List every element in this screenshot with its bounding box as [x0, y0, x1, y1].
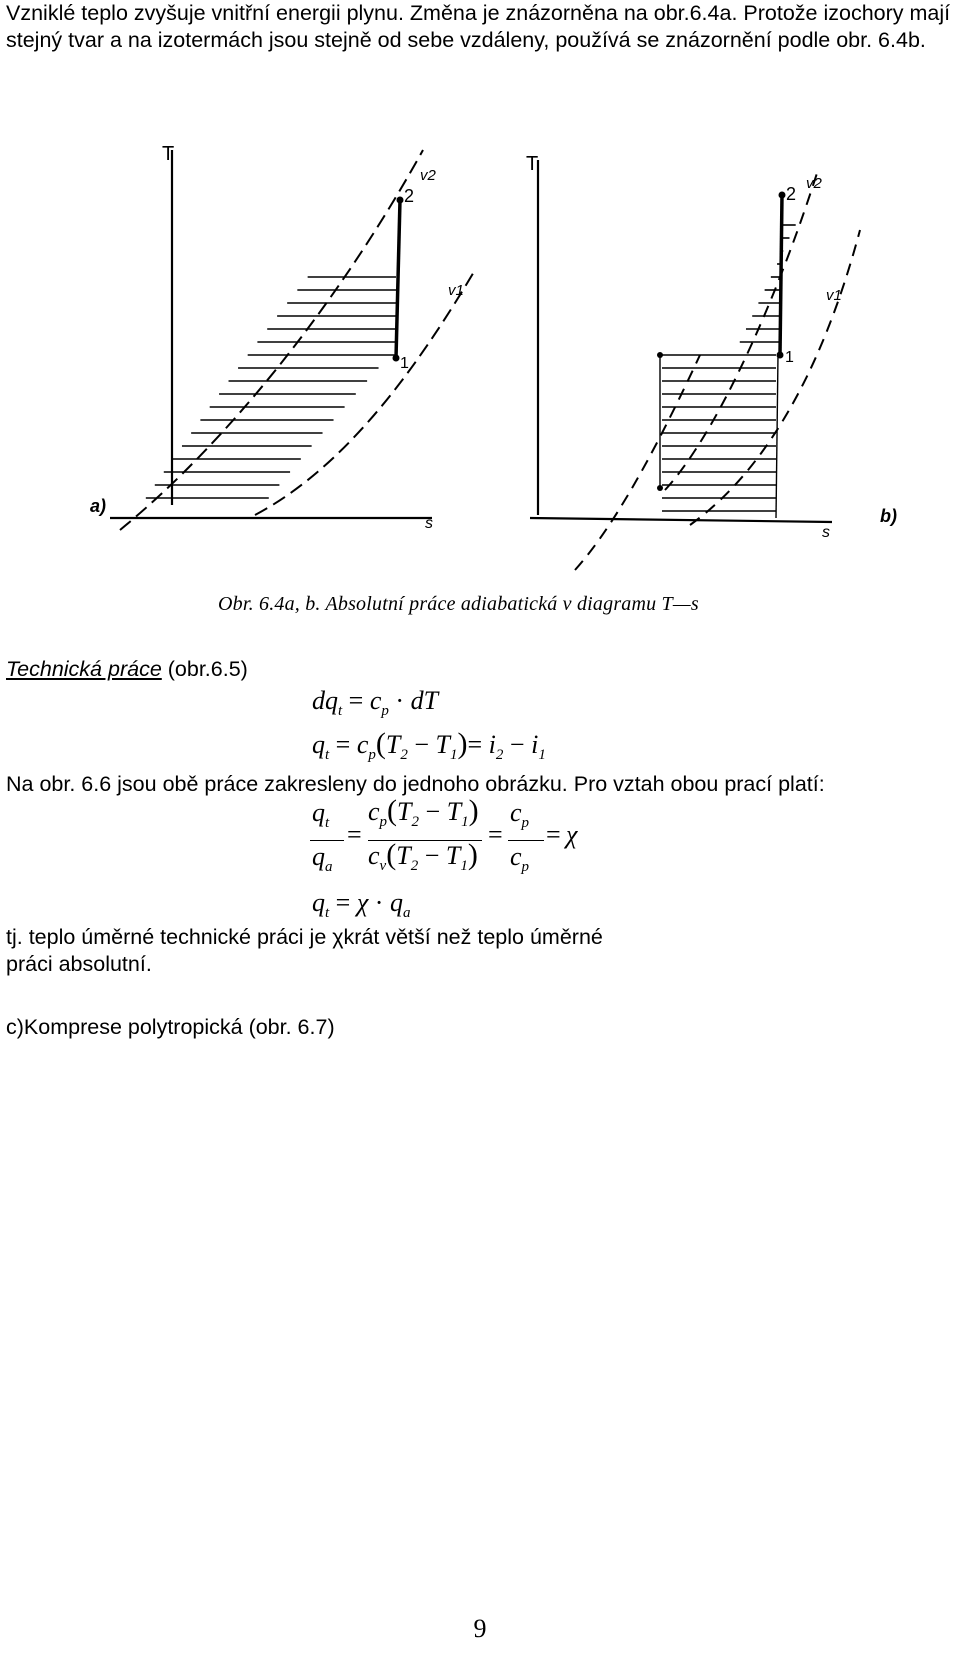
eq2-t1: T [435, 730, 450, 759]
eq3-num2: $c_p(T_2 - T_1)$ [368, 794, 479, 830]
paragraph-both-works: Na obr. 6.6 jsou obě práce zakresleny do jednoho obrázku. Pro vztah obou prací platí: [6, 772, 825, 796]
eq3-eq-3: = [546, 820, 561, 849]
panel-b-curve-v1-right [690, 230, 860, 525]
panel-b-v1-label: v1 [826, 287, 842, 304]
equation-2: $q_t = c_p(T_2 - T_1)= i_2 - i_1$ [312, 727, 546, 763]
figure-caption: Obr. 6.4a, b. Absolutní práce adiabatická v diagramu T—s [218, 593, 699, 615]
panel-b-v2-label: v2 [806, 175, 822, 192]
eq2-minus: − [414, 730, 430, 759]
eq3-chi: χ [566, 820, 578, 849]
eq2-lhs: q [312, 730, 325, 759]
ts-diagram-figure [80, 130, 940, 620]
eq3-den1: $q_a$ [312, 842, 333, 875]
panel-a-point-2 [397, 197, 404, 204]
panel-b-label: b) [880, 506, 897, 526]
panel-a-point-1 [393, 355, 400, 362]
intro-paragraph: Vzniklé teplo zvyšuje vnitřní energii plynu. Změna je znázorněna na obr.6.4a. Protože izochory mají stejný tvar a na izotermách jsou stejně od sebe vzdáleny, používá se znázornění podle obr. 6.4b. [6, 1, 951, 52]
panel-b-s-axis [530, 518, 832, 522]
eq1-lhs: dq [312, 686, 338, 715]
equation-4: $q_t = \chi \cdot q_a$ [312, 888, 411, 921]
panel-a-curve-v1 [255, 270, 475, 515]
eq3-num3: $c_p$ [510, 798, 530, 831]
eq2-c-sub: p [368, 747, 376, 763]
eq2-i2-sub: 2 [495, 747, 504, 763]
eq2-i2: i [488, 730, 496, 759]
panel-b-curve-v1-left [575, 355, 700, 570]
eq3-frac-bar-1 [310, 840, 344, 841]
panel-a-t-label: T [162, 143, 175, 165]
panel-b-t-label: T [526, 153, 539, 175]
panel-a-s-label: s [425, 515, 433, 532]
eq2-i1-sub: 1 [538, 747, 546, 763]
eq1-dot: · [395, 686, 405, 715]
panel-b-curve-middle [665, 170, 818, 490]
eq2-lhs-sub: t [325, 747, 330, 763]
eq3-den2: $c_v(T_2 - T_1)$ [368, 838, 478, 874]
eq3-den3: $c_p$ [510, 842, 530, 875]
panel-a-adiabat [396, 200, 400, 358]
section-title-rest: (obr.6.5) [161, 657, 248, 681]
eq2-i1: i [531, 730, 539, 759]
panel-b-point-2-label: 2 [786, 184, 797, 204]
eq2-t1-sub: 1 [450, 747, 458, 763]
panel-b-point-1-label: 1 [785, 349, 794, 366]
panel-a-hatching [146, 277, 396, 498]
section-title-underlined: Technická práce [6, 657, 162, 681]
paragraph-chi-ratio: tj. teplo úměrné technické práci je χkrát větší než teplo úměrné práci absolutní. [6, 925, 603, 976]
eq2-op: = [335, 730, 351, 759]
panel-b-point-left-top [657, 352, 663, 358]
eq1-r1: c [369, 686, 382, 715]
panel-a-v1-label: v1 [448, 282, 464, 299]
eq2-t2: T [385, 730, 401, 759]
panel-a [110, 150, 475, 530]
page-number: 9 [473, 1614, 487, 1643]
eq2-t2-sub: 2 [400, 747, 408, 763]
eq1-op: = [348, 686, 364, 715]
section-heading-technical-work [6, 656, 248, 683]
panel-b-point-2 [779, 192, 786, 199]
eq3-frac-bar-3 [508, 840, 544, 841]
panel-b-adiabat [780, 195, 782, 355]
panel-b-point-left-bottom [657, 485, 663, 491]
eq1-lhs-sub: t [338, 703, 343, 719]
panel-b-s-label: s [822, 524, 830, 541]
panel-a-label: a) [90, 496, 107, 516]
section-heading-polytropic-compression: c)Komprese polytropická (obr. 6.7) [6, 1015, 335, 1039]
panel-b-point-1 [777, 352, 784, 359]
equation-1 [312, 686, 438, 720]
eq3-eq-2: = [488, 820, 503, 849]
panel-a-v2-label: v2 [420, 167, 436, 184]
panel-b-vertical-right [776, 355, 778, 518]
panel-a-point-1-label: 1 [400, 355, 409, 372]
eq3-num1: $q_t$ [312, 798, 330, 831]
panel-a-curve-v2 [120, 150, 423, 530]
panel-b [530, 160, 860, 570]
eq1-r1-sub: p [381, 703, 389, 719]
eq2-c: c [356, 730, 369, 759]
eq3-eq-1: = [347, 820, 362, 849]
panel-a-point-2-label: 2 [404, 186, 415, 206]
eq1-r2: dT [410, 686, 439, 715]
